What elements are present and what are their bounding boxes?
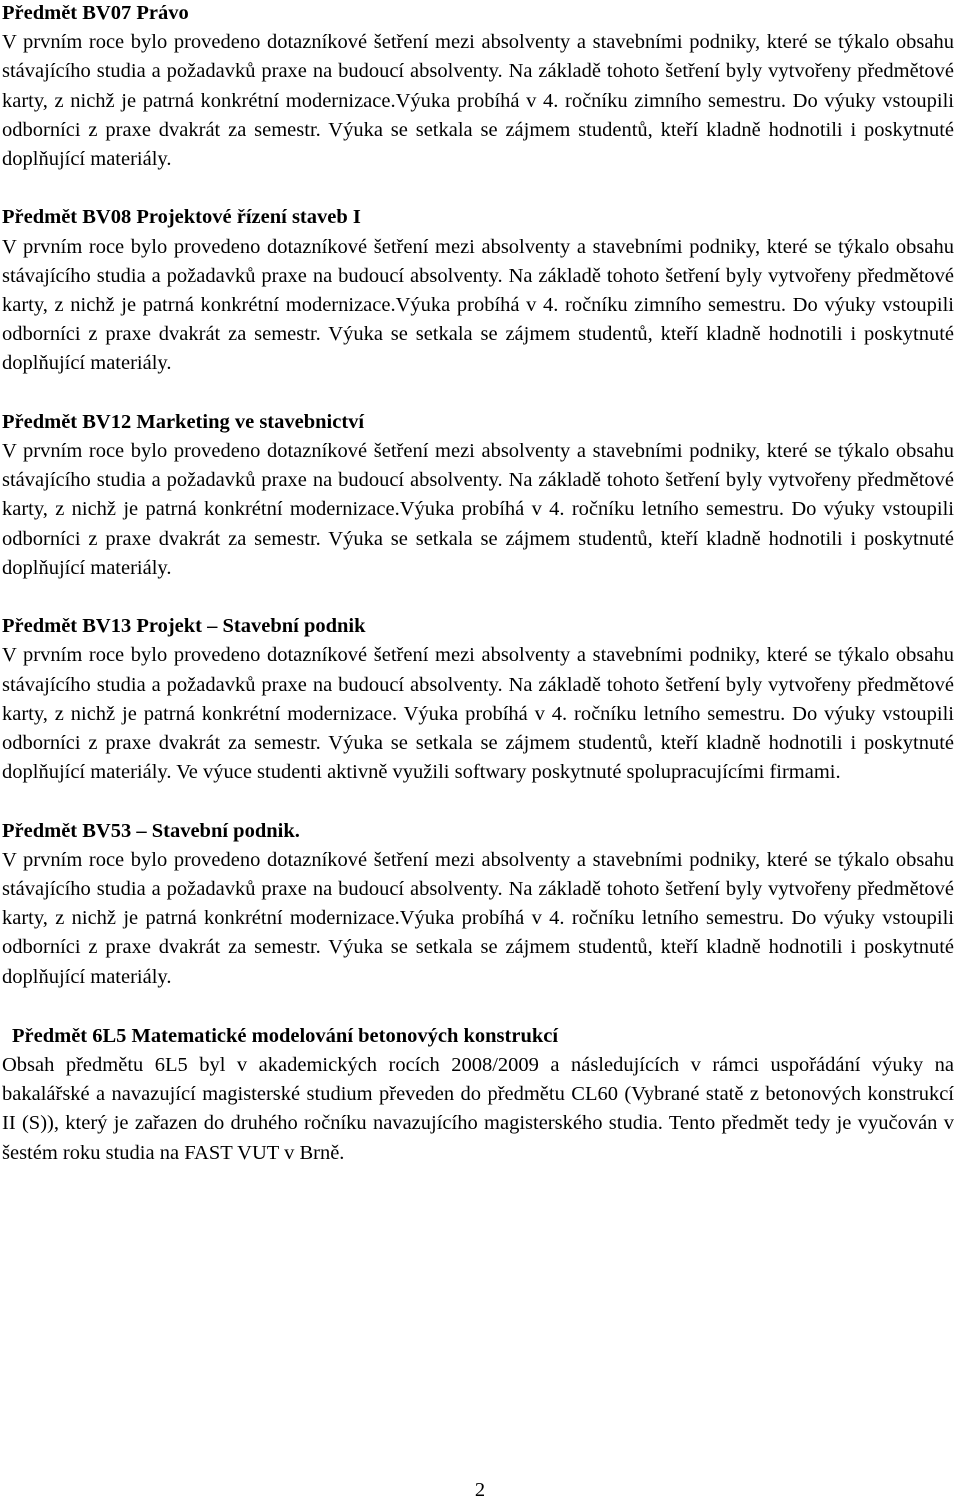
section-bv08	[2, 203, 954, 378]
page-number: 2	[474, 1479, 486, 1501]
section-bv07	[2, 0, 954, 174]
section-heading: Předmět BV12 Marketing ve stavebnictví	[2, 410, 365, 433]
section-body: V prvním roce bylo provedeno dotazníkové šetření mezi absolventy a stavebními podniky, které se týkalo obsahu stávajícího studia a požadavků praxe na budoucí absolventy. Na základě tohoto šetření byly vytvořeny předmětové karty, z nichž je patrná konkrétní modernizace. Výuka probíhá v 4. ročníku letního semestru. Do výuky vstoupili odborníci z praxe dvakrát za semestr. Výuka se setkala se zájmem studentů, kteří kladně hodnotili i poskytnuté doplňující materiály. Ve výuce studenti aktivně využili softwary poskytnuté spolupracujícími firmami.	[2, 644, 954, 784]
section-body: V prvním roce bylo provedeno dotazníkové šetření mezi absolventy a stavebními podniky, které se týkalo obsahu stávajícího studia a požadavků praxe na budoucí absolventy. Na základě tohoto šetření byly vytvořeny předmětové karty, z nichž je patrná konkrétní modernizace.Výuka probíhá v 4. ročníku zimního semestru. Do výuky vstoupili odborníci z praxe dvakrát za semestr. Výuka se setkala se zájmem studentů, kteří kladně hodnotili i poskytnuté doplňující materiály.	[2, 31, 954, 171]
section-heading: Předmět BV08 Projektové řízení staveb I	[2, 206, 361, 229]
section-body: V prvním roce bylo provedeno dotazníkové šetření mezi absolventy a stavebními podniky, které se týkalo obsahu stávajícího studia a požadavků praxe na budoucí absolventy. Na základě tohoto šetření byly vytvořeny předmětové karty, z nichž je patrná konkrétní modernizace.Výuka probíhá v 4. ročníku letního semestru. Do výuky vstoupili odborníci z praxe dvakrát za semestr. Výuka se setkala se zájmem studentů, kteří kladně hodnotili i poskytnuté doplňující materiály.	[2, 848, 954, 988]
section-bv53	[2, 817, 954, 992]
section-heading: Předmět BV53 – Stavební podnik.	[2, 819, 300, 842]
section-6l5	[2, 1022, 954, 1168]
section-heading: Předmět BV07 Právo	[2, 2, 189, 24]
section-body: V prvním roce bylo provedeno dotazníkové šetření mezi absolventy a stavebními podniky, které se týkalo obsahu stávajícího studia a požadavků praxe na budoucí absolventy. Na základě tohoto šetření byly vytvořeny předmětové karty, z nichž je patrná konkrétní modernizace.Výuka probíhá v 4. ročníku zimního semestru. Do výuky vstoupili odborníci z praxe dvakrát za semestr. Výuka se setkala se zájmem studentů, kteří kladně hodnotili i poskytnuté doplňující materiály.	[2, 235, 954, 375]
section-body: V prvním roce bylo provedeno dotazníkové šetření mezi absolventy a stavebními podniky, které se týkalo obsahu stávajícího studia a požadavků praxe na budoucí absolventy. Na základě tohoto šetření byly vytvořeny předmětové karty, z nichž je patrná konkrétní modernizace.Výuka probíhá v 4. ročníku letního semestru. Do výuky vstoupili odborníci z praxe dvakrát za semestr. Výuka se setkala se zájmem studentů, kteří kladně hodnotili i poskytnuté doplňující materiály.	[2, 440, 954, 579]
section-heading: Předmět 6L5 Matematické modelování betonových konstrukcí	[12, 1024, 559, 1047]
section-bv12	[2, 408, 954, 583]
section-heading: Předmět BV13 Projekt – Stavební podnik	[2, 615, 366, 638]
section-bv13	[2, 612, 954, 787]
section-body: Obsah předmětu 6L5 byl v akademických rocích 2008/2009 a následujících v rámci uspořádání výuky na bakalářské a navazující magisterské studium převeden do předmětu CL60 (Vybrané statě z betonových konstrukcí II (S)), který je zařazen do druhého ročníku navazujícího magisterského studia. Tento předmět tedy je vyučován v šestém roku studia na FAST VUT v Brně.	[2, 1054, 954, 1164]
